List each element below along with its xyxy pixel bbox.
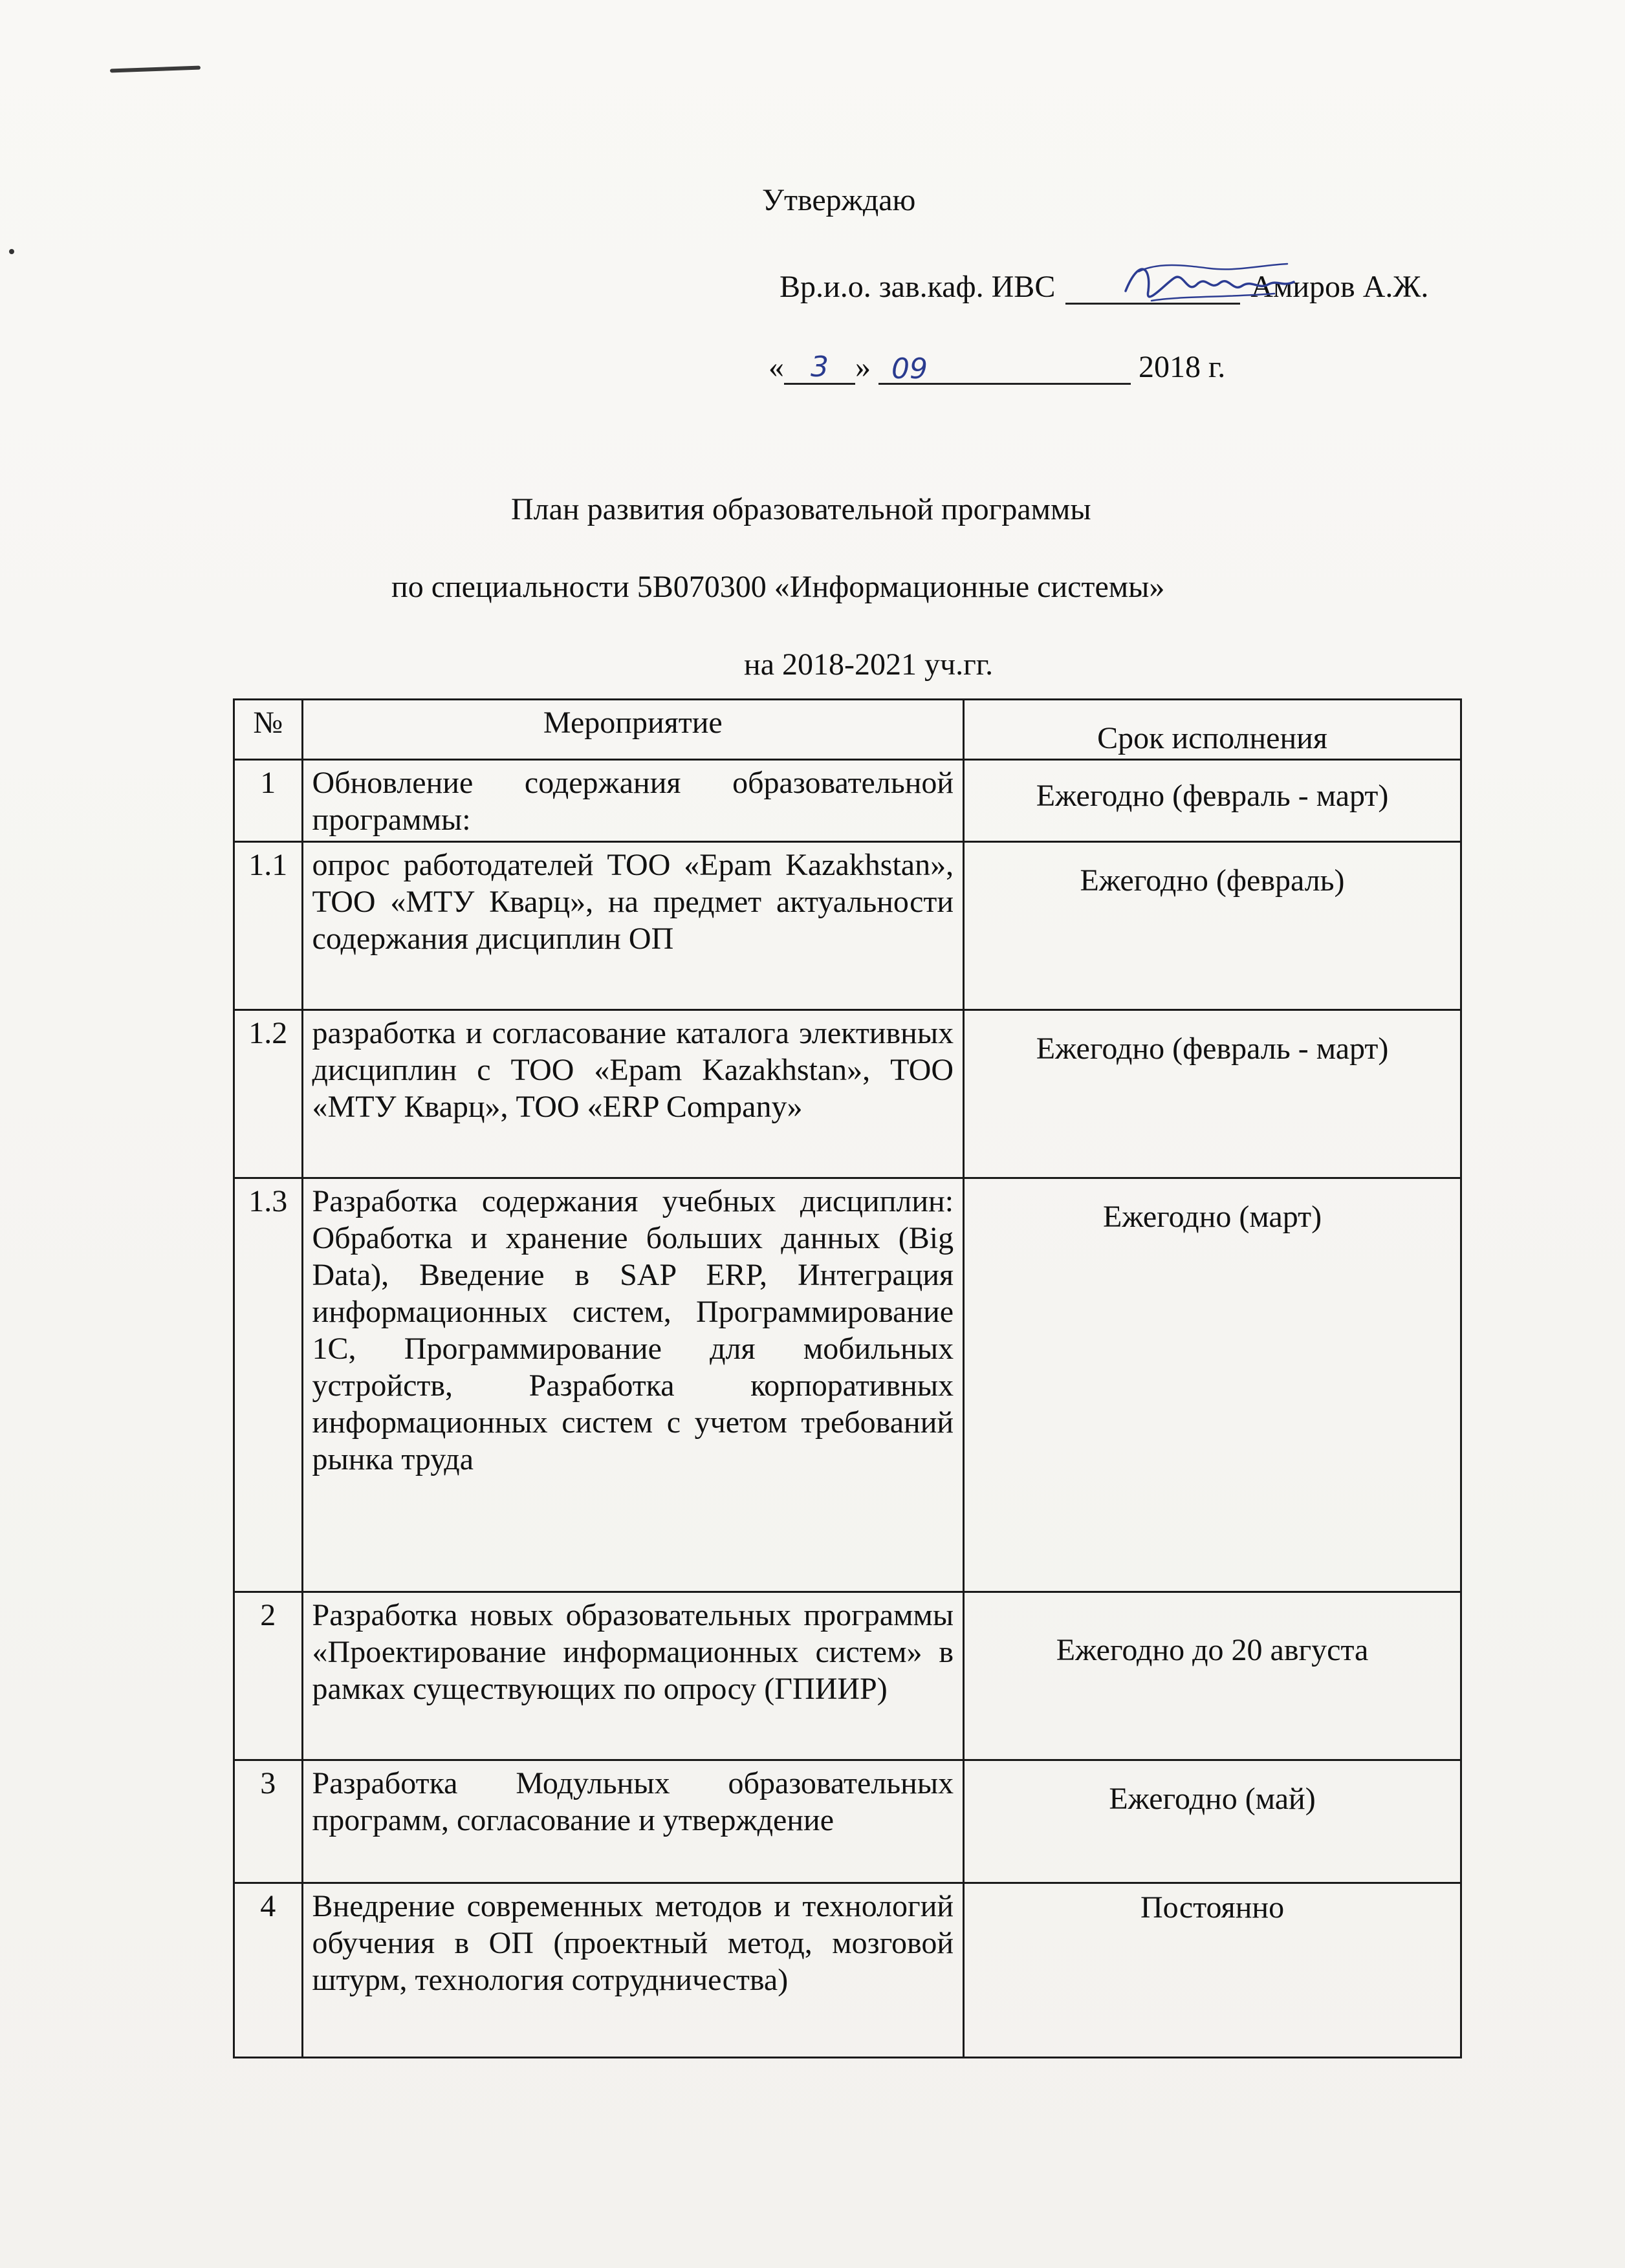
table-row — [234, 1592, 1461, 1760]
table-row — [234, 1178, 1461, 1592]
row-term: Ежегодно до 20 августа — [964, 1592, 1461, 1760]
header-term: Срок исполнения — [964, 700, 1461, 760]
row-term: Ежегодно (февраль - март) — [964, 1010, 1461, 1178]
row-event: разработка и согласование каталога элективных дисциплин с ТОО «Epam Kazakhstan», ТОО «МТУ Кварц», ТОО «ERP Company» — [302, 1010, 964, 1178]
header-event: Мероприятие — [302, 700, 964, 760]
row-num: 3 — [234, 1760, 303, 1883]
approval-title: Утверждаю — [762, 183, 916, 217]
row-term: Ежегодно (февраль - март) — [964, 760, 1461, 842]
date-close-quote: » — [855, 350, 871, 384]
row-num: 1.1 — [234, 842, 303, 1010]
date-month: 09 — [878, 352, 1131, 385]
row-event: Внедрение современных методов и технологий обучения в ОП (проектный метод, мозговой штурм, технология сотрудничества) — [302, 1883, 964, 2058]
date-day: 3 — [784, 351, 855, 385]
row-event: Разработка новых образовательных программы «Проектирование информационных систем» в рамках существующих по опросу (ГПИИР) — [302, 1592, 964, 1760]
handwritten-signature — [1113, 246, 1307, 323]
row-num: 1.2 — [234, 1010, 303, 1178]
row-event: Разработка содержания учебных дисциплин: Обработка и хранение больших данных (Big Data), Введение в SAP ERP, Интеграция информационных систем, Программирование 1С, Программирование для мобильных устройств, Разработка корпоративных информационных систем с учетом требований рынка труда — [302, 1178, 964, 1592]
row-num: 1.3 — [234, 1178, 303, 1592]
approval-position-line — [780, 269, 1428, 305]
row-term: Ежегодно (май) — [964, 1760, 1461, 1883]
plan-title-line-1: План развития образовательной программы — [511, 492, 1091, 526]
date-year: 2018 г. — [1139, 350, 1226, 384]
table-header-row — [234, 700, 1461, 760]
plan-title-line-2: по специальности 5В070300 «Информационные системы» — [391, 570, 1165, 604]
row-event: опрос работодателей ТОО «Epam Kazakhstan», ТОО «МТУ Кварц», на предмет актуальности содержания дисциплин ОП — [302, 842, 964, 1010]
approval-person: Амиров А.Ж. — [1250, 270, 1429, 304]
row-num: 2 — [234, 1592, 303, 1760]
date-open-quote: « — [769, 350, 784, 384]
row-event: Обновление содержания образовательной программы: — [302, 760, 964, 842]
scan-artifact-dot — [9, 249, 14, 254]
table-row — [234, 1760, 1461, 1883]
row-term: Ежегодно (март) — [964, 1178, 1461, 1592]
table-row — [234, 1883, 1461, 2058]
row-term: Постоянно — [964, 1883, 1461, 2058]
approval-position: Вр.и.о. зав.каф. ИВС — [780, 270, 1056, 304]
plan-table — [233, 698, 1462, 2058]
table-row — [234, 842, 1461, 1010]
header-num: № — [234, 700, 303, 760]
row-num: 1 — [234, 760, 303, 842]
plan-title-line-3: на 2018-2021 уч.гг. — [744, 647, 994, 682]
row-event: Разработка Модульных образовательных программ, согласование и утверждение — [302, 1760, 964, 1883]
table-row — [234, 1010, 1461, 1178]
row-num: 4 — [234, 1883, 303, 2058]
scan-artifact-line — [110, 66, 201, 73]
approval-date — [769, 349, 1225, 385]
table-row — [234, 760, 1461, 842]
row-term: Ежегодно (февраль) — [964, 842, 1461, 1010]
